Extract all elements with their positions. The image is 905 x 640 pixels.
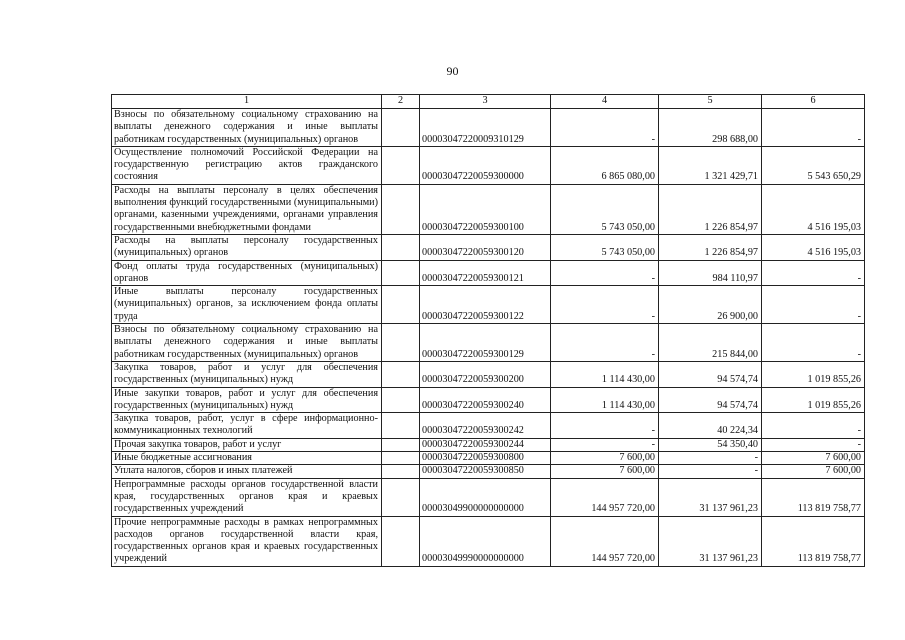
row-name: Взносы по обязательному социальному страхованию на выплаты денежного содержания и иные выплаты работникам государственных (муниципальных) органов	[112, 109, 382, 147]
row-code: 00003049900000000000	[420, 478, 551, 516]
table-header-row	[112, 95, 865, 109]
row-col6: 113 819 758,77	[762, 516, 865, 566]
row-col5: 31 137 961,23	[659, 516, 762, 566]
row-code: 00003047220059300200	[420, 361, 551, 387]
table-row	[112, 516, 865, 566]
row-name: Иные выплаты персоналу государственных (муниципальных) органов, за исключением фонда оплаты труда	[112, 286, 382, 324]
row-col5: 984 110,97	[659, 260, 762, 286]
row-col2	[382, 387, 420, 413]
row-col5: 40 224,34	[659, 413, 762, 439]
row-col5: 26 900,00	[659, 286, 762, 324]
row-col6: 1 019 855,26	[762, 387, 865, 413]
row-code: 00003047220059300121	[420, 260, 551, 286]
row-col4: -	[551, 438, 659, 451]
row-code: 00003047220059300242	[420, 413, 551, 439]
table-row	[112, 234, 865, 260]
row-col4: 144 957 720,00	[551, 478, 659, 516]
row-col5: 298 688,00	[659, 109, 762, 147]
row-col2	[382, 361, 420, 387]
row-code: 00003047220059300244	[420, 438, 551, 451]
budget-table	[111, 94, 865, 567]
header-col-2: 2	[382, 95, 420, 109]
row-col5: 54 350,40	[659, 438, 762, 451]
row-col4: 5 743 050,00	[551, 234, 659, 260]
page-number: 90	[446, 64, 459, 78]
row-code: 00003047220059300122	[420, 286, 551, 324]
row-col2	[382, 478, 420, 516]
table-row	[112, 260, 865, 286]
row-col2	[382, 465, 420, 478]
row-col2	[382, 109, 420, 147]
row-col4: 1 114 430,00	[551, 387, 659, 413]
row-code: 00003047220059300120	[420, 234, 551, 260]
table-row	[112, 387, 865, 413]
row-code: 00003047220009310129	[420, 109, 551, 147]
row-col2	[382, 260, 420, 286]
row-col5: 31 137 961,23	[659, 478, 762, 516]
row-col2	[382, 413, 420, 439]
row-col6: -	[762, 109, 865, 147]
row-col6: -	[762, 413, 865, 439]
row-col6: -	[762, 260, 865, 286]
table-row	[112, 184, 865, 234]
row-name: Закупка товаров, работ, услуг в сфере информационно-коммуникационных технологий	[112, 413, 382, 439]
table-row	[112, 465, 865, 478]
header-col-4: 4	[551, 95, 659, 109]
row-col4: -	[551, 324, 659, 362]
row-name: Непрограммные расходы органов государственной власти края, государственных органов края и краевых государственных учреждений	[112, 478, 382, 516]
row-col5: -	[659, 465, 762, 478]
row-code: 00003047220059300800	[420, 452, 551, 465]
row-col6: -	[762, 438, 865, 451]
row-name: Уплата налогов, сборов и иных платежей	[112, 465, 382, 478]
row-col4: 7 600,00	[551, 465, 659, 478]
row-name: Осуществление полномочий Российской Федерации на государственную регистрацию актов гражданского состояния	[112, 146, 382, 184]
row-col6: 5 543 650,29	[762, 146, 865, 184]
row-col5: 1 226 854,97	[659, 234, 762, 260]
row-col2	[382, 286, 420, 324]
table-row	[112, 146, 865, 184]
row-col6: 7 600,00	[762, 452, 865, 465]
table-row	[112, 478, 865, 516]
row-col6: 1 019 855,26	[762, 361, 865, 387]
row-col6: 7 600,00	[762, 465, 865, 478]
row-col6: 4 516 195,03	[762, 234, 865, 260]
row-name: Взносы по обязательному социальному страхованию на выплаты денежного содержания и иные выплаты работникам государственных (муниципальных) органов	[112, 324, 382, 362]
row-col4: -	[551, 413, 659, 439]
row-col5: 94 574,74	[659, 387, 762, 413]
row-code: 00003047220059300000	[420, 146, 551, 184]
header-col-3: 3	[420, 95, 551, 109]
table-row	[112, 413, 865, 439]
table-row	[112, 452, 865, 465]
row-col5: 1 321 429,71	[659, 146, 762, 184]
row-name: Расходы на выплаты персоналу государственных (муниципальных) органов	[112, 234, 382, 260]
row-col2	[382, 452, 420, 465]
row-code: 00003049990000000000	[420, 516, 551, 566]
row-col4: -	[551, 286, 659, 324]
row-col2	[382, 438, 420, 451]
row-col4: 7 600,00	[551, 452, 659, 465]
row-col4: -	[551, 260, 659, 286]
row-code: 00003047220059300129	[420, 324, 551, 362]
row-name: Фонд оплаты труда государственных (муниципальных) органов	[112, 260, 382, 286]
row-col2	[382, 516, 420, 566]
header-col-1: 1	[112, 95, 382, 109]
row-col2	[382, 184, 420, 234]
row-col6: 113 819 758,77	[762, 478, 865, 516]
row-name: Иные закупки товаров, работ и услуг для обеспечения государственных (муниципальных) нужд	[112, 387, 382, 413]
row-code: 00003047220059300240	[420, 387, 551, 413]
row-code: 00003047220059300850	[420, 465, 551, 478]
row-col2	[382, 146, 420, 184]
row-col6: -	[762, 286, 865, 324]
row-name: Прочая закупка товаров, работ и услуг	[112, 438, 382, 451]
row-name: Прочие непрограммные расходы в рамках непрограммных расходов органов государственной власти края, государственных органов края и краевых государственных учреждений	[112, 516, 382, 566]
row-col4: 144 957 720,00	[551, 516, 659, 566]
row-col5: 1 226 854,97	[659, 184, 762, 234]
row-name: Иные бюджетные ассигнования	[112, 452, 382, 465]
row-code: 00003047220059300100	[420, 184, 551, 234]
row-col6: -	[762, 324, 865, 362]
table-row	[112, 438, 865, 451]
table-row	[112, 361, 865, 387]
row-col5: 215 844,00	[659, 324, 762, 362]
row-col6: 4 516 195,03	[762, 184, 865, 234]
table-row	[112, 109, 865, 147]
row-col4: 6 865 080,00	[551, 146, 659, 184]
table-row	[112, 286, 865, 324]
table-row	[112, 324, 865, 362]
row-col5: 94 574,74	[659, 361, 762, 387]
row-col4: -	[551, 109, 659, 147]
row-col4: 1 114 430,00	[551, 361, 659, 387]
row-name: Закупка товаров, работ и услуг для обеспечения государственных (муниципальных) нужд	[112, 361, 382, 387]
row-col2	[382, 324, 420, 362]
row-col5: -	[659, 452, 762, 465]
row-col4: 5 743 050,00	[551, 184, 659, 234]
row-name: Расходы на выплаты персоналу в целях обеспечения выполнения функций государственными (муниципальными) органами, казенными учреждениями, органами управления государственными внебюджетными фондами	[112, 184, 382, 234]
header-col-6: 6	[762, 95, 865, 109]
header-col-5: 5	[659, 95, 762, 109]
row-col2	[382, 234, 420, 260]
